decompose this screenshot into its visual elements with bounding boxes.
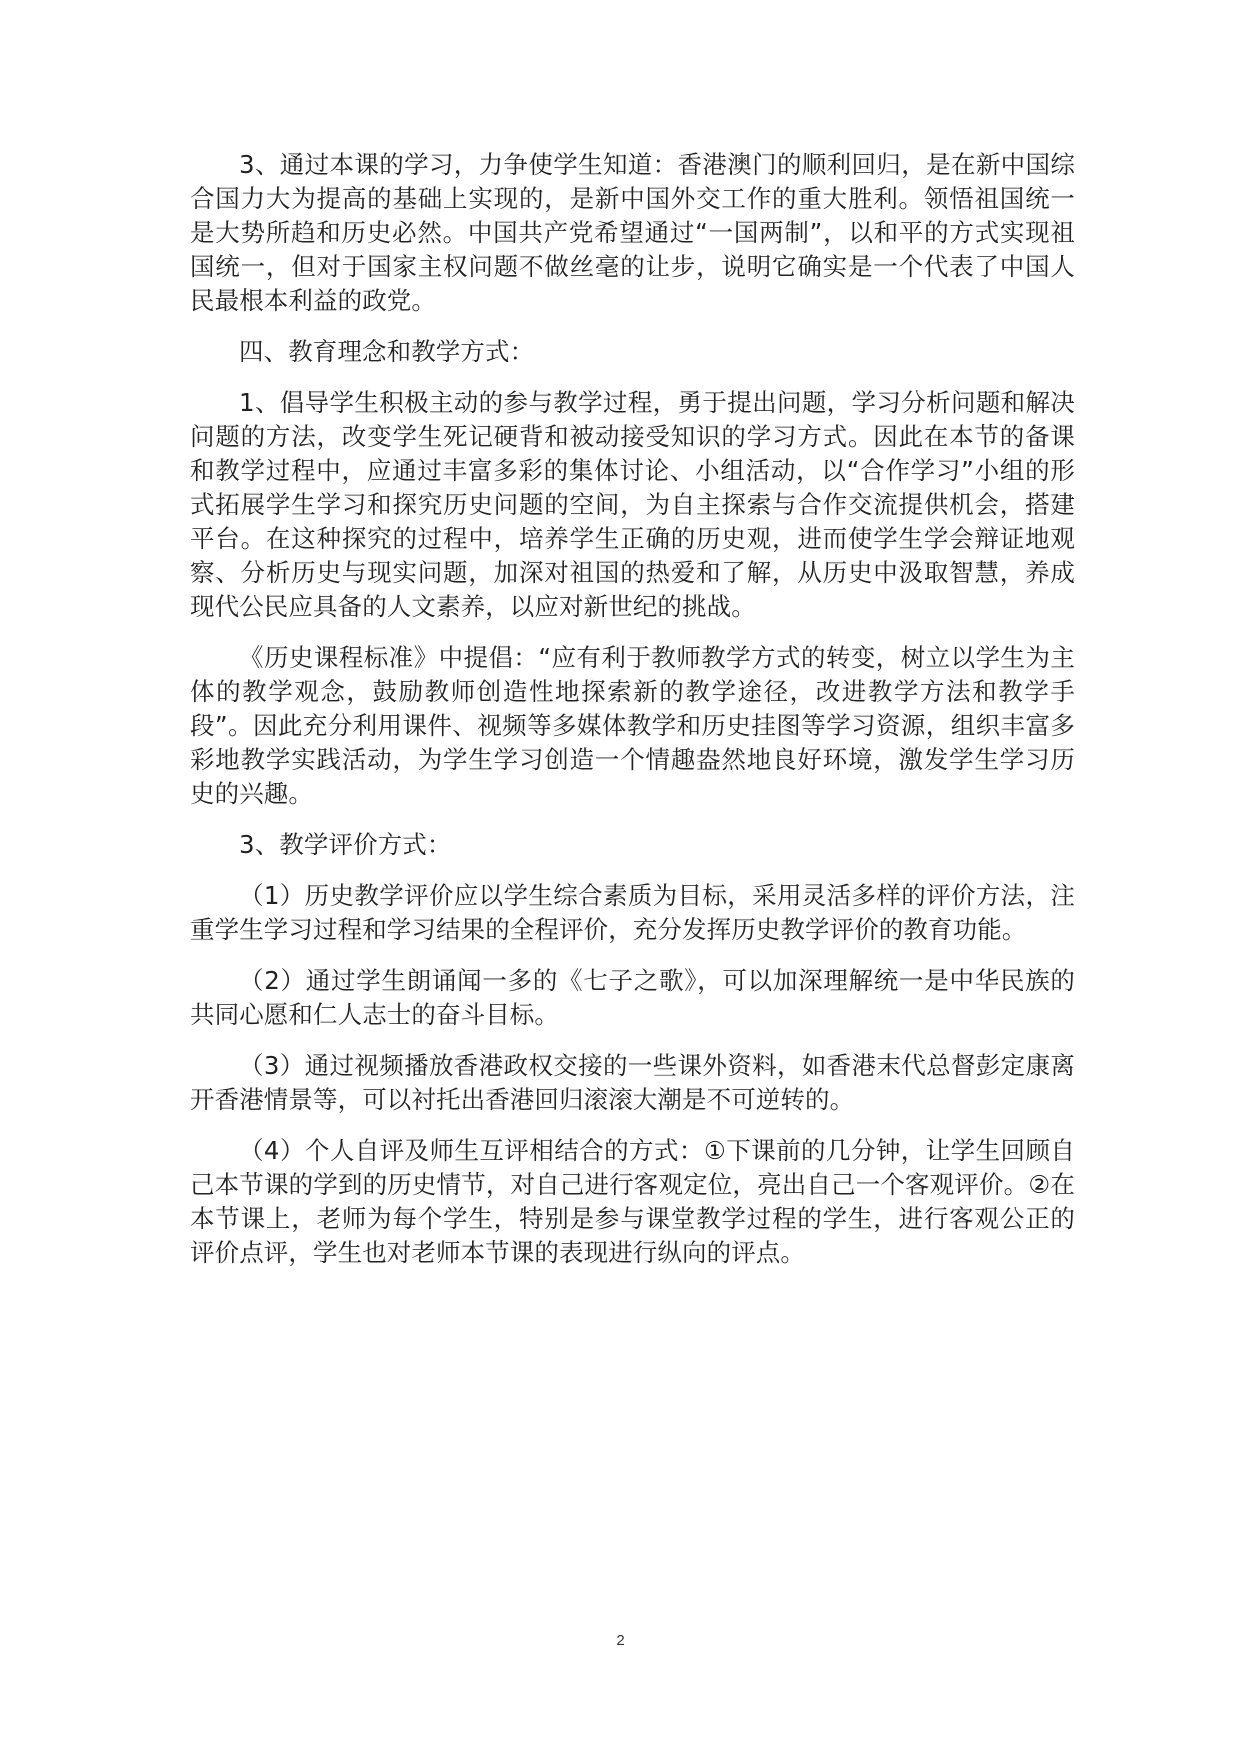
paragraph-philosophy-1: 1、倡导学生积极主动的参与教学过程，勇于提出问题，学习分析问题和解决问题的方法，改变学生死记硬背和被动接受知识的学习方式。因此在本节的备课和教学过程中，应通过丰富多彩的集体讨论、小组活动，以“合作学习”小组的形式拓展学生学习和探究历史问题的空间，为自主探索与合作交流提供机会，搭建平台。在这种探究的过程中，培养学生正确的历史观，进而使学生学会辩证地观察、分析历史与现实问题，加深对祖国的热爱和了解，从历史中汲取智慧，养成现代公民应具备的人文素养，以应对新世纪的挑战。: [190, 388, 1075, 621]
paragraph-evaluation-1: （1）历史教学评价应以学生综合素质为目标，采用灵活多样的评价方法，注重学生学习过程和学习结果的全程评价，充分发挥历史教学评价的教育功能。: [190, 881, 1075, 944]
paragraph-evaluation-3: （3）通过视频播放香港政权交接的一些课外资料，如香港末代总督彭定康离开香港情景等，可以衬托出香港回归滚滚大潮是不可逆转的。: [190, 1051, 1075, 1114]
section-heading-teaching-philosophy: 四、教育理念和教学方式：: [239, 337, 535, 366]
page-number: 2: [616, 1632, 625, 1649]
paragraph-evaluation-4: （4）个人自评及师生互评相结合的方式：①下课前的几分钟，让学生回顾自己本节课的学到的历史情节，对自己进行客观定位，亮出自己一个客观评价。②在本节课上，老师为每个学生，特别是参与课堂教学过程的学生，进行客观公正的评价点评，学生也对老师本节课的表现进行纵向的评点。: [190, 1136, 1075, 1267]
paragraph-objective-3: 3、通过本课的学习，力争使学生知道：香港澳门的顺利回归，是在新中国综合国力大为提高的基础上实现的，是新中国外交工作的重大胜利。领悟祖国统一是大势所趋和历史必然。中国共产党希望通过“一国两制”，以和平的方式实现祖国统一，但对于国家主权问题不做丝毫的让步，说明它确实是一个代表了中国人民最根本利益的政党。: [190, 150, 1075, 315]
paragraph-curriculum-standard: 《历史课程标准》中提倡：“应有利于教师教学方式的转变，树立以学生为主体的教学观念，鼓励教师创造性地探索新的教学途径，改进教学方法和教学手段”。因此充分利用课件、视频等多媒体教学和历史挂图等学习资源，组织丰富多彩地教学实践活动，为学生学习创造一个情趣盎然地良好环境，激发学生学习历史的兴趣。: [190, 643, 1075, 808]
page-body: [190, 148, 1075, 1287]
paragraph-evaluation-2: （2）通过学生朗诵闻一多的《七子之歌》，可以加深理解统一是中华民族的共同心愿和仁人志士的奋斗目标。: [190, 966, 1075, 1029]
subheading-evaluation-methods: 3、教学评价方式：: [239, 830, 452, 859]
